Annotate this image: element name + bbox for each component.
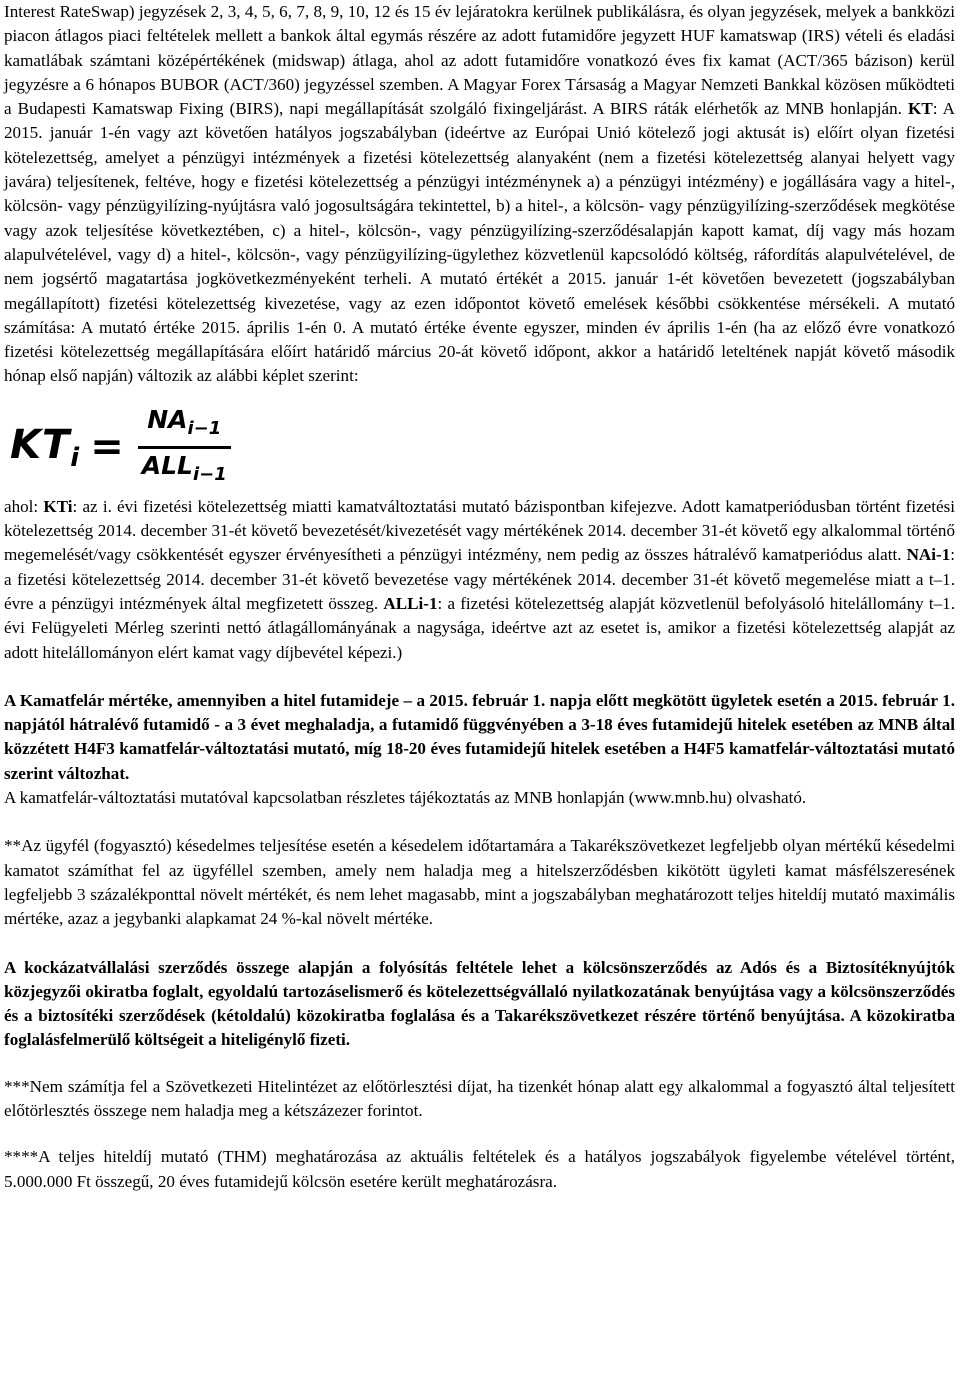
formula-denominator-subscript: i−1	[192, 463, 227, 485]
legend-alli-text: : a fizetési kötelezettség alapját közvetlenül befolyásoló hitelállomány t–1. évi Felügyeleti Mérleg szerinti nettó átlagállományának a nagysága, ideértve azt az esetet is, amikor a fizetési kötelezettség alapját az adott hitelállományon elért kamat vagy díjbevétel képezi.)	[4, 593, 955, 662]
kt-label: KT	[908, 99, 933, 119]
formula-denominator-symbol: ALL	[141, 450, 193, 480]
irs-birs-text: Interest RateSwap) jegyzések 2, 3, 4, 5, 6, 7, 8, 9, 10, 12 és 15 év lejáratokra kerülnek publikálásra, és olyan jegyzések, melyek a bankközi piacon átlagos piaci feltételek mellett a bankok által egymás részére az adott futamidőre jegyzett HUF kamatswap (IRS) vételi és eladási kamatlábak számtani középértékének (midswap) átlaga, ahol az adott futamidőre vonatkozó éves fix kamat (ACT/365 bázison) kerül jegyzésre a 6 hónapos BUBOR (ACT/360) jegyzéssel szemben. A Magyar Forex Társaság a Magyar Nemzeti Bankkal közösen működteti a Budapesti Kamatswap Fixing (BIRS), napi megállapítását szolgáló fixingeljárást. A BIRS ráták elérhetők az MNB honlapján.	[4, 2, 955, 119]
kt-definition-text: : A 2015. január 1-én vagy azt követően hatályos jogszabályban (ideértve az Európai Unió kötelező jogi aktusát is) előírt olyan fizetési kötelezettség, amelyet a pénzügyi intézmények a fizetési kötelezettség alanyaként (nem a fizetési kötelezettség alanyai helyett vagy javára) teljesítenek, feltéve, hogy e fizetési kötelezettség a pénzügyi intézménynek a) a pénzügyi intézmény) e jogállására vagy a hitel-, kölcsön- vagy pénzügyilízing-nyújtásra való jogosultságára tekintettel, b) a hitel-, a kölcsön- vagy pénzügyilízing-szerződések megkötése vagy azok teljesítése következtében, c) a hitel-, kölcsön-, vagy pénzügyilízing-szerződésalapján kapott kamat, díj vagy más hozam alapulvételével, vagy d) a hitel-, kölcsön-, vagy pénzügyilízing-ügylethez közvetlenül kapcsolódó költség, ráfordítás alapulvételével, de nem jogsértő magatartása jogkövetkezményeként terheli. A mutató értékét a 2015. január 1-ét követően bevezetett (jogszabályban megállapított) fizetési kötelezettség kivezetése, vagy az ezen időpontot követő emelések későbbi csökkentése mérsékeli. A mutató számítása: A mutató értéke 2015. április 1-én 0. A mutató értéke évente egyszer, minden év április 1-én (ha az előző évre vonatkozó fizetési kötelezettség megállapítására előírt határidő március 20-át követő időpont, akkor a határidő leteltének napját követő második hónap első napján) változik az alábbi képlet szerint:	[4, 99, 955, 386]
kt-formula	[4, 395, 955, 495]
kamatfelar-mnb-note: A kamatfelár-változtatási mutatóval kapcsolatban részletes tájékoztatás az MNB honlapján (www.mnb.hu) olvasható.	[4, 788, 807, 808]
legend-nai-label: NAi-1	[906, 545, 951, 565]
legend-kti-text: : az i. évi fizetési kötelezettség miatti kamatváltoztatási mutató bázispontban kifejezve. Adott kamatperiódusban történt fizetési kötelezettség 2014. december 31-ét követő bevezetését/kivezetését vagy mértékének 2014. december 31-ét követő egy alkalommal történő megemelését/vagy csökkentését egyszer érvényesítheti a pénzügyi intézmény, nem pedig az összes hátralévő kamatperiódus alatt.	[4, 496, 955, 565]
formula-lhs-symbol: KT	[10, 421, 71, 468]
legend-intro: ahol:	[4, 496, 44, 516]
kamatfelar-bold-text: A Kamatfelár mértéke, amennyiben a hitel futamideje – a 2015. február 1. napja előtt megkötött ügyletek esetén a 2015. február 1. napjától hátralévő futamidő - a 3 évet meghaladja, a futamidő függvényében a 3-18 éves futamidejű hitelek esetében az MNB által közzétett H4F3 kamatfelár-változtatási mutató, míg 18-20 éves futamidejű hitelek esetében a H4F5 kamatfelár-változtatási mutató szerint változhat.	[4, 690, 955, 783]
prepayment-fee-paragraph: ***Nem számítja fel a Szövetkezeti Hitelintézet az előtörlesztési díjat, ha tizenkét hónap alatt egy alkalommal a fogyasztó által teljesített előtörlesztés összege nem haladja meg a kétszázezer forintot.	[4, 1076, 955, 1120]
document-page	[4, 0, 955, 1194]
formula-legend-paragraph	[4, 495, 955, 665]
legend-alli-label: ALLi-1	[383, 593, 438, 613]
irs-birs-kt-paragraph	[4, 0, 955, 389]
notarial-deed-paragraph	[4, 956, 955, 1053]
formula-lhs-subscript: i	[70, 442, 81, 473]
formula-denominator	[138, 451, 231, 490]
formula-fraction	[138, 405, 231, 490]
formula-numerator-subscript: i−1	[187, 417, 222, 439]
formula-equals: =	[90, 424, 124, 471]
formula-numerator-symbol: NA	[147, 404, 188, 434]
legend-nai-text: : a fizetési kötelezettség 2014. december 31-ét követő bevezetése vagy mértékének 2014. december 31-ét követő megemelése miatt a t–1. évre a pénzügyi intézmények által megfizetett összeg.	[4, 545, 955, 613]
thm-paragraph: ****A teljes hiteldíj mutató (THM) meghatározása az aktuális feltételek és a hatályos jogszabályok figyelembe vételével történt, 5.000.000 Ft összegű, 20 éves futamidejű kölcsön esetére került meghatározásra.	[4, 1147, 955, 1191]
notarial-deed-bold-text: A kockázatvállalási szerződés összege alapján a folyósítás feltétele lehet a kölcsönszerződés az Adós és a Biztosítéknyújtók közjegyzői okiratba foglalt, egyoldalú tartozáselismerő és kötelezettségvállaló nyilatkozatának benyújtása vagy a kölcsönszerződés és a biztosítéki szerződések (kétoldalú) közokiratba foglalása és a Takarékszövetkezet részére történő benyújtása. A közokiratba foglalásfelmerülő költségeit a hiteligénylő fizeti.	[4, 957, 955, 1050]
formula-fraction-bar	[138, 446, 231, 449]
late-interest-paragraph: **Az ügyfél (fogyasztó) késedelmes teljesítése esetén a késedelem időtartamára a Takarékszövetkezet legfeljebb olyan mértékű késedelmi kamatot számíthat fel az ügyféllel szemben, amely nem haladja meg a hitelszerződésben kikötött ügyleti kamat másfélszeresének legfeljebb 3 százalékponttal növelt mértékét, és nem lehet magasabb, mint a jogszabályban meghatározott teljes hiteldíj mutató maximális mértéke, azaz a jegybanki alapkamat 24 %-kal növelt mértéke.	[4, 836, 955, 929]
legend-kti-label: KTi	[43, 496, 73, 516]
kamatfelar-paragraph	[4, 689, 955, 810]
formula-numerator	[143, 405, 225, 444]
formula-lhs	[10, 422, 80, 473]
